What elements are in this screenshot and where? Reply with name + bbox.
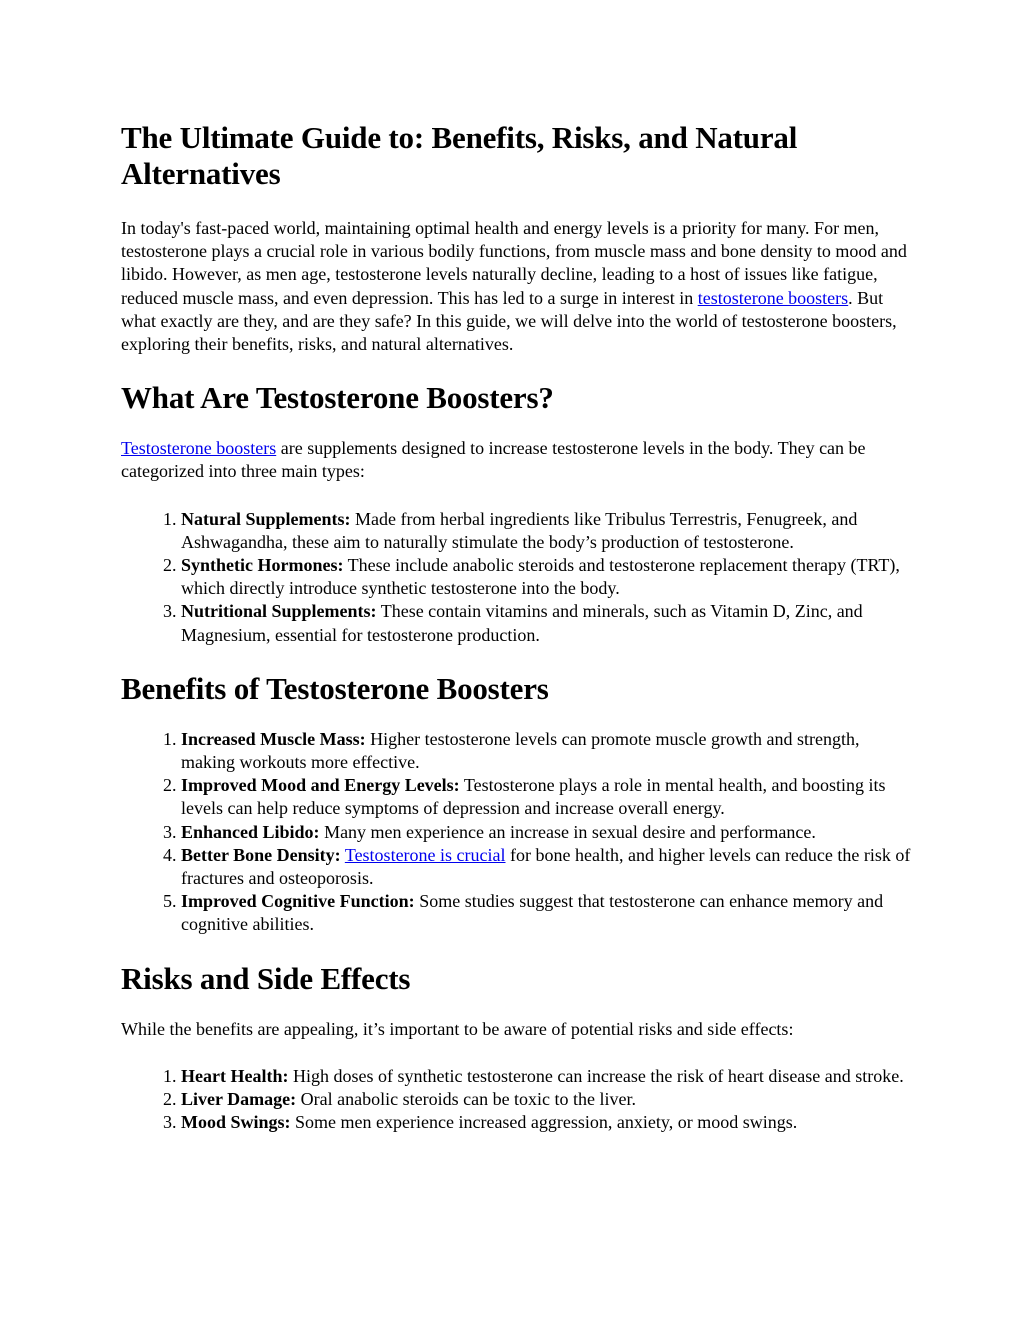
what-text: are supplements designed to increase testosterone levels in the body. They can be categorized into three main types: — [121, 438, 866, 482]
list-item-label: Nutritional Supplements: — [181, 601, 377, 622]
list-item — [181, 554, 911, 600]
list-item-label: Liver Damage: — [181, 1089, 297, 1110]
list-item — [181, 890, 911, 936]
list-item-label: Natural Supplements: — [181, 508, 351, 529]
intro-text-after: . But what exactly are they, and are they safe? In this guide, we will delve into the world of testosterone boosters, exploring their benefits, risks, and natural alternatives. — [121, 287, 897, 355]
benefits-list — [121, 728, 911, 937]
page-title: The Ultimate Guide to: Benefits, Risks, and Natural Alternatives — [121, 120, 798, 191]
list-item-label: Synthetic Hormones: — [181, 555, 344, 576]
what-paragraph — [121, 437, 911, 483]
list-item-label: Heart Health: — [181, 1065, 289, 1086]
intro-text-before: In today's fast-paced world, maintaining optimal health and energy levels is a priority for many. For men, testosterone plays a crucial role in various bodily functions, from muscle mass and bone density to mood and libido. However, as men age, testosterone levels naturally decline, leading to a host of issues like fatigue, reduced muscle mass, and even depression. This has led to a surge in interest in — [121, 218, 907, 308]
list-item-label: Improved Mood and Energy Levels: — [181, 775, 460, 796]
risks-intro: While the benefits are appealing, it’s important to be aware of potential risks and side effects: — [121, 1018, 794, 1039]
list-item-label: Increased Muscle Mass: — [181, 728, 366, 749]
list-item-text: Many men experience an increase in sexual desire and performance. — [319, 821, 816, 842]
list-item — [181, 821, 911, 844]
list-item — [181, 844, 911, 890]
section-heading-benefits: Benefits of Testosterone Boosters — [121, 670, 549, 706]
intro-paragraph — [121, 217, 911, 356]
risks-list — [121, 1065, 911, 1135]
list-item-text: Made from herbal ingredients like Tribulus Terrestris, Fenugreek, and Ashwagandha, these aim to naturally stimulate the body’s production of testosterone. — [181, 508, 858, 552]
testosterone-boosters-link[interactable]: testosterone boosters — [697, 287, 849, 308]
testosterone-boosters-link-2[interactable]: Testosterone boosters — [121, 438, 277, 459]
list-item — [181, 1088, 911, 1111]
types-list — [121, 508, 911, 647]
list-item-text: Higher testosterone levels can promote muscle growth and strength, making workouts more effective. — [181, 728, 860, 773]
list-item — [181, 508, 911, 554]
list-item — [181, 728, 911, 774]
list-item — [181, 774, 911, 820]
list-item-text: These include anabolic steroids and testosterone replacement therapy (TRT), which directly introduce synthetic testosterone into the body. — [181, 555, 900, 599]
document-page — [121, 120, 911, 1158]
list-item-text: Some studies suggest that testosterone can enhance memory and cognitive abilities. — [181, 891, 884, 935]
list-item-label: Better Bone Density: — [181, 844, 341, 865]
section-heading-what: What Are Testosterone Boosters? — [121, 380, 554, 416]
list-item-text: High doses of synthetic testosterone can increase the risk of heart disease and stroke. — [288, 1065, 904, 1086]
list-item-label: Improved Cognitive Function: — [181, 891, 415, 912]
list-item-text: These contain vitamins and minerals, such as Vitamin D, Zinc, and Magnesium, essential for testosterone production. — [181, 601, 863, 645]
list-item-text: Testosterone plays a role in mental health, and boosting its levels can help reduce symptoms of depression and increase overall energy. — [181, 775, 886, 819]
list-item — [181, 600, 911, 646]
list-item-text: Some men experience increased aggression, anxiety, or mood swings. — [290, 1112, 798, 1133]
list-item-text: Oral anabolic steroids can be toxic to the liver. — [296, 1089, 637, 1110]
list-item-text: for bone health, and higher levels can reduce the risk of fractures and osteoporosis. — [181, 844, 911, 889]
list-item-label: Enhanced Libido: — [181, 821, 320, 842]
list-item — [181, 1111, 911, 1134]
list-item — [181, 1065, 911, 1088]
testosterone-is-crucial-link[interactable]: Testosterone is crucial — [344, 844, 506, 865]
section-heading-risks: Risks and Side Effects — [121, 960, 411, 996]
list-item-label: Mood Swings: — [181, 1112, 291, 1133]
